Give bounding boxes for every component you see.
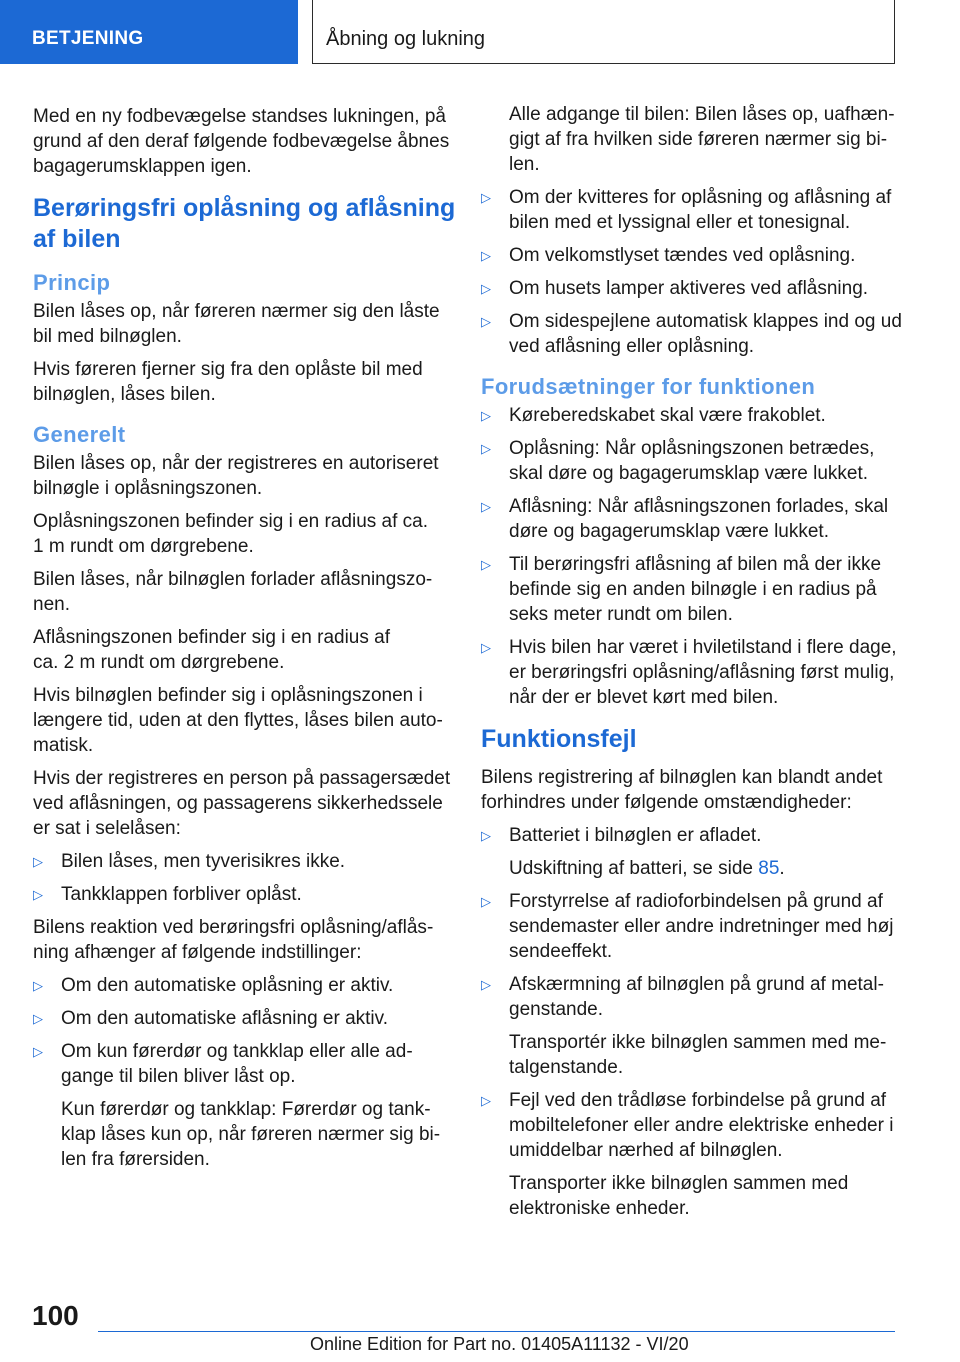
section-title: BETJENING — [32, 28, 144, 49]
triangle-bullet-icon: ▷ — [481, 190, 491, 205]
list-item-text: Om den automatiske oplåsning er aktiv. — [61, 975, 394, 996]
list-item-text: Hvis bilen har været i hviletilstand i flere dage, er berøringsfri oplåsning/aflåsning først mulig, når der er blevet kørt med bilen. — [509, 637, 897, 708]
list-item-text: Til berøringsfri aflåsning af bilen må der ikke befinde sig en anden bilnøgle i en radius på seks meter rundt om bilen. — [509, 554, 882, 625]
section-heading-funktionsfejl: Funktionsfejl — [481, 725, 637, 753]
triangle-bullet-icon: ▷ — [481, 314, 491, 329]
paragraph — [33, 509, 458, 559]
paragraph: Hvis bilnøglen befinder sig i oplåsningszonen i længere tid, uden at den flyttes, låses bilen automatisk. — [33, 685, 443, 756]
list-item — [481, 494, 906, 544]
list-item — [481, 1088, 906, 1221]
list-item-text: Afskærmning af bilnøglen på grund af metalgenstande. — [509, 974, 884, 1020]
detail-text: . — [779, 858, 785, 879]
triangle-bullet-icon: ▷ — [33, 978, 43, 993]
intro-paragraph: Med en ny fodbevægelse standses lukningen, på grund af den deraf følgende fodbevægelse åbnes bagagerumsklappen igen. — [33, 106, 450, 177]
footer-rule — [98, 1331, 895, 1332]
text-line: Oplåsningszonen befinder sig i en radius af ca. — [33, 511, 429, 532]
list-item-text: Om kun førerdør og tankklap eller alle adgange til bilen bliver låst op. — [61, 1041, 413, 1087]
list-item-text: Oplåsning: Når oplåsningszonen betrædes, skal døre og bagagerumsklap være lukket. — [509, 438, 875, 484]
list-item-continued — [481, 102, 906, 177]
triangle-bullet-icon: ▷ — [481, 441, 491, 456]
list-item-text: Forstyrrelse af radioforbindelsen på grund af sendemaster eller andre indretninger med høj sendeeffekt. — [509, 891, 894, 962]
list-item — [33, 882, 458, 907]
list-item-text: Fejl ved den trådløse forbindelse på grund af mobiltelefoner eller andre elektriske enheder i umiddelbar nærhed af bilnøglen. — [509, 1090, 894, 1161]
list-item-text: Køreberedskabet skal være frakoblet. — [509, 405, 826, 426]
chapter-title: Åbning og lukning — [326, 28, 486, 50]
subheading-princip: Princip — [33, 270, 111, 295]
triangle-bullet-icon: ▷ — [481, 828, 491, 843]
right-column — [481, 102, 906, 1229]
triangle-bullet-icon: ▷ — [33, 1044, 43, 1059]
list-item-text: Bilen låses, men tyverisikres ikke. — [61, 851, 346, 872]
list-item-detail: Transporter ikke bilnøglen sammen med elektroniske enheder. — [509, 1173, 849, 1219]
list-item-text: Om sidespejlene automatisk klappes ind og ud ved aflåsning eller oplåsning. — [509, 311, 902, 357]
triangle-bullet-icon: ▷ — [481, 894, 491, 909]
list-item — [481, 276, 906, 301]
list-item — [481, 185, 906, 235]
triangle-bullet-icon: ▷ — [481, 557, 491, 572]
list-item — [481, 309, 906, 359]
paragraph: Hvis der registreres en person på passagersædet ved aflåsningen, og passagerens sikkerhedssele er sat i selelåsen: — [33, 768, 451, 839]
paragraph: Bilen låses op, når der registreres en autoriseret bilnøgle i oplåsningszonen. — [33, 453, 439, 499]
list-item-text: Om velkomstlyset tændes ved oplåsning. — [509, 245, 856, 266]
list-item — [33, 849, 458, 874]
text-line: 1 m rundt om dørgrebene. — [33, 536, 254, 557]
paragraph: Bilen låses, når bilnøglen forlader aflåsningszonen. — [33, 569, 433, 615]
paragraph: Bilens reaktion ved berøringsfri oplåsning/aflåsning afhænger af følgende indstillinger: — [33, 917, 434, 963]
triangle-bullet-icon: ▷ — [33, 887, 43, 902]
list-item — [481, 243, 906, 268]
triangle-bullet-icon: ▷ — [481, 281, 491, 296]
bullet-list — [481, 102, 906, 359]
list-item-text: Om husets lamper aktiveres ved aflåsning. — [509, 278, 869, 299]
paragraph: Bilens registrering af bilnøglen kan blandt andet forhindres under følgende omstændigheder: — [481, 767, 883, 813]
triangle-bullet-icon: ▷ — [481, 1093, 491, 1108]
triangle-bullet-icon: ▷ — [481, 408, 491, 423]
triangle-bullet-icon: ▷ — [481, 977, 491, 992]
list-item — [33, 973, 458, 998]
list-item — [481, 436, 906, 486]
paragraph: Bilen låses op, når føreren nærmer sig den låste bil med bilnøglen. — [33, 301, 440, 347]
section-tab — [0, 0, 298, 64]
detail-text: Udskiftning af batteri, se side — [509, 858, 759, 879]
bullet-list — [481, 403, 906, 710]
triangle-bullet-icon: ▷ — [33, 1011, 43, 1026]
subheading-generelt: Generelt — [33, 422, 126, 447]
bullet-list — [33, 849, 458, 907]
list-item-detail — [509, 856, 906, 881]
list-item — [481, 635, 906, 710]
list-item-detail: Transportér ikke bilnøglen sammen med metalgenstande. — [509, 1032, 887, 1078]
subheading-forudsaetninger: Forudsætninger for funktionen — [481, 374, 816, 399]
text-line: Aflåsningszonen befinder sig i en radius af — [33, 627, 391, 648]
list-item — [481, 552, 906, 627]
chapter-header — [312, 0, 895, 64]
list-item-text: Om den automatiske aflåsning er aktiv. — [61, 1008, 389, 1029]
edition-text: Online Edition for Part no. 01405A11132 - VI/20 — [310, 1334, 689, 1354]
bullet-list — [33, 973, 458, 1172]
list-item — [33, 1006, 458, 1031]
triangle-bullet-icon: ▷ — [33, 854, 43, 869]
text-line: ca. 2 m rundt om dørgrebene. — [33, 652, 285, 673]
bullet-list — [481, 823, 906, 1221]
list-item — [481, 889, 906, 964]
list-item-text: Batteriet i bilnøglen er afladet. — [509, 825, 762, 846]
list-item-text: Aflåsning: Når aflåsningszonen forlades, skal døre og bagagerumsklap være lukket. — [509, 496, 889, 542]
list-item-detail: Kun førerdør og tankklap: Førerdør og tankklap låses kun op, når føreren nærmer sig bilen fra førersiden. — [61, 1099, 441, 1170]
triangle-bullet-icon: ▷ — [481, 640, 491, 655]
section-heading: Berøringsfri oplåsning og aflåsning af bilen — [33, 194, 456, 253]
list-item — [33, 1039, 458, 1172]
list-item — [481, 403, 906, 428]
triangle-bullet-icon: ▷ — [481, 248, 491, 263]
list-item — [481, 823, 906, 881]
paragraph — [33, 625, 458, 675]
list-item-detail: Alle adgange til bilen: Bilen låses op, uafhængigt af fra hvilken side føreren nærmer sig bilen. — [509, 104, 895, 175]
paragraph: Hvis føreren fjerner sig fra den oplåste bil med bilnøglen, låses bilen. — [33, 359, 423, 405]
list-item-text: Tankklappen forbliver oplåst. — [61, 884, 302, 905]
page-reference-link[interactable]: 85 — [758, 858, 780, 879]
list-item-text: Om der kvitteres for oplåsning og aflåsning af bilen med et lyssignal eller et tonesignal. — [509, 187, 892, 233]
footer-edition — [310, 1334, 689, 1355]
left-column — [33, 104, 458, 1180]
triangle-bullet-icon: ▷ — [481, 499, 491, 514]
page-number: 100 — [32, 1300, 79, 1331]
list-item — [481, 972, 906, 1080]
